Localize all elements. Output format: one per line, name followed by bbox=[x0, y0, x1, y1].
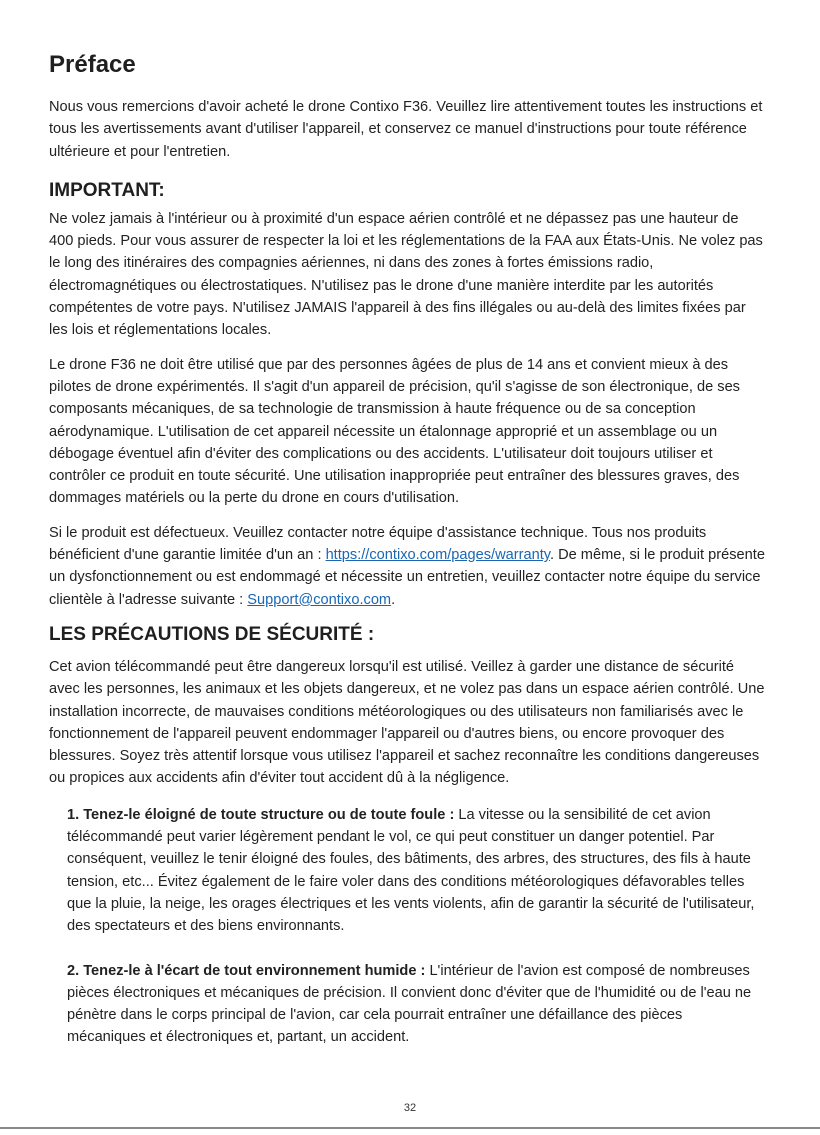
safety-item-2-text: L'intérieur de l'avion est composé de nombreuses pièces électroniques et mécaniques de précision. Il convient donc d'éviter que de l'humidité ou de l'eau ne pénètre dans le corps principal de l'avion, car cela pourrait entraîner une défaillance des pièces mécaniques et électroniques et, partant, un accident. bbox=[67, 962, 752, 1046]
warranty-text: Si le produit est défectueux. Veuillez contacter notre équipe d'assistance technique. Tous nos produits bénéficient d'une garantie limitée d'un an : bbox=[49, 524, 707, 564]
support-text: . De même, si le produit présente un dysfonctionnement ou est endommagé et nécessite un entretien, veuillez contacter notre équipe du service clientèle à l'adresse suivante : bbox=[49, 547, 765, 608]
preface-intro: Nous vous remercions d'avoir acheté le drone Contixo F36. Veuillez lire attentivement toutes les instructions et tous les avertissements avant d'utiliser l'appareil, et conservez ce manuel d'instructions pour toute référence ultérieure et pour l'entretien. bbox=[49, 99, 763, 160]
warranty-link[interactable]: https://contixo.com/pages/warranty bbox=[325, 547, 550, 564]
list-item bbox=[67, 960, 765, 1049]
safety-intro: Cet avion télécommandé peut être dangereux lorsqu'il est utilisé. Veillez à garder une distance de sécurité avec les personnes, les animaux et les objets dangereux, et ne volez pas dans un espace aérien contrôlé. Une installation incorrecte, de mauvaises conditions météorologiques ou des utilisateurs non familiarisés avec le fonctionnement de l'appareil peuvent endommager l'appareil ou d'autres biens, ou encore provoquer des blessures. Soyez très attentif lorsque vous utilisez l'appareil et sachez reconnaître les conditions dangereuses ou propices aux accidents afin d'éviter tout accident dû à la négligence. bbox=[49, 658, 765, 787]
support-email-link[interactable]: Support@contixo.com bbox=[247, 591, 392, 608]
important-paragraph-1: Ne volez jamais à l'intérieur ou à proximité d'un espace aérien contrôlé et ne dépassez pas une hauteur de 400 pieds. Pour vous assurer de respecter la loi et les réglementations de la FAA aux États-Unis. Ne volez pas le long des itinéraires des compagnies aériennes, ni dans des zones à fortes émissions radio, électromagnétiques ou électrostatiques. N'utilisez pas le drone d'une manière interdite par les autorités compétentes de votre pays. N'utilisez JAMAIS l'appareil à des fins illégales ou au-delà des limites fixées par les lois et réglementations locales. bbox=[49, 210, 763, 339]
important-paragraph-3 bbox=[49, 522, 765, 611]
safety-list bbox=[67, 804, 765, 1049]
important-paragraph-2: Le drone F36 ne doit être utilisé que par des personnes âgées de plus de 14 ans et convient mieux à des pilotes de drone expérimentés. Il s'agit d'un appareil de précision, qu'il s'agisse de son électronique, de ses composants mécaniques, de sa technologie de transmission à haute fréquence ou de sa conception aérodynamique. L'utilisation de cet appareil nécessite un étalonnage approprié et un assemblage ou un débogage éventuel afin d'éviter des complications ou des accidents. L'utilisateur doit toujours utiliser et contrôler ce produit en toute sécurité. Une utilisation inappropriée peut entraîner des blessures graves, des dommages matériels ou la perte du drone en cours d'utilisation. bbox=[49, 356, 740, 507]
important-heading: IMPORTANT: bbox=[49, 179, 165, 201]
safety-item-1-text: La vitesse ou la sensibilité de cet avion télécommandé peut varier légèrement pendant le vol, ce qui peut constituer un danger potentiel. Par conséquent, veuillez le tenir éloigné des foules, des bâtiments, des arbres, des structures, des fils à haute tension, etc... Évitez également de le faire voler dans des conditions météorologiques défavorables telles que la pluie, la neige, les orages électriques et les vents violents, afin de garantir la sécurité de l'utilisateur, des spectateurs et des biens environnants. bbox=[67, 806, 755, 935]
page-title: Préface bbox=[49, 51, 136, 78]
safety-item-2 bbox=[67, 960, 765, 1049]
manual-page bbox=[49, 48, 765, 1071]
bottom-divider bbox=[0, 1127, 820, 1129]
list-item bbox=[67, 804, 765, 938]
safety-item-1-label: 1. Tenez-le éloigné de toute structure ou de toute foule : bbox=[67, 806, 455, 823]
support-text-end: . bbox=[391, 591, 396, 608]
page-number: 32 bbox=[403, 1102, 417, 1114]
safety-item-2-label: 2. Tenez-le à l'écart de tout environnement humide : bbox=[67, 962, 426, 979]
safety-heading: LES PRÉCAUTIONS DE SÉCURITÉ : bbox=[49, 623, 375, 645]
safety-item-1 bbox=[67, 804, 765, 938]
